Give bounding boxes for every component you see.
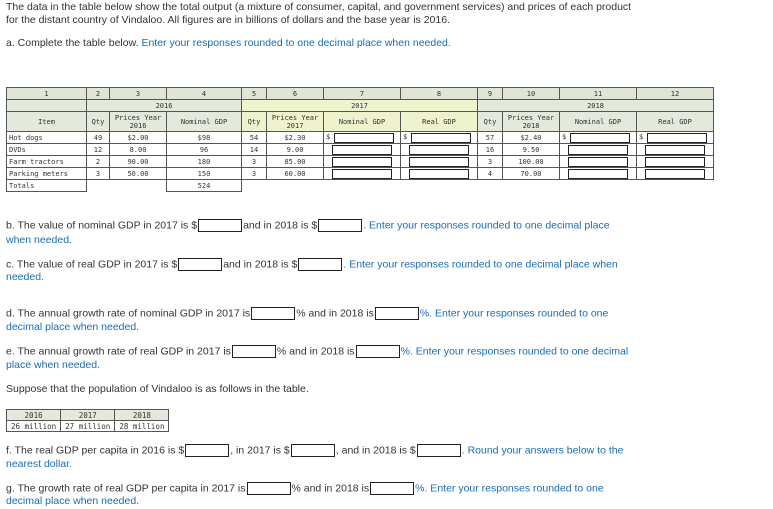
question-g-text: g. The growth rate of real GDP per capita in 2017 is	[6, 482, 246, 495]
col-number: 9	[478, 88, 503, 100]
real-gdp-2017-input[interactable]	[409, 145, 469, 155]
col-number: 10	[503, 88, 560, 100]
real-gdp-2018-input[interactable]	[645, 145, 705, 155]
intro-line-2: for the distant country of Vindaloo. All figures are in billions of dollars and the base year is 2016.	[6, 13, 450, 26]
item-name: Farm tractors	[7, 156, 87, 168]
real-gdp-2018-input[interactable]	[645, 157, 705, 167]
question-f-text-2: , in 2017 is $	[230, 444, 290, 457]
nominal-gdp-2018-answer-input[interactable]	[318, 219, 362, 232]
nominal-gdp-2016: 96	[167, 144, 242, 156]
qty-2017: 54	[242, 132, 267, 144]
year-header-2017: 2017	[242, 100, 478, 112]
nominal-gdp-2018-cell	[560, 168, 637, 180]
nominal-gdp-2018-input[interactable]	[568, 157, 628, 167]
qty-2018: 16	[478, 144, 503, 156]
question-b-instruction-cont: when needed.	[6, 234, 72, 246]
table-row	[7, 132, 714, 144]
col-number: 6	[267, 88, 324, 100]
pop-value: 28 million	[115, 421, 169, 432]
nominal-gdp-2017-cell	[324, 156, 401, 168]
qty-2018: 3	[478, 156, 503, 168]
nominal-gdp-2017-input[interactable]	[332, 157, 392, 167]
totals-label: Totals	[7, 180, 87, 192]
pop-year: 2018	[115, 410, 169, 421]
real-gdp-2018-input[interactable]	[645, 169, 705, 179]
question-c-text: c. The value of real GDP in 2017 is $	[6, 258, 178, 271]
nominal-gdp-2016: 150	[167, 168, 242, 180]
question-f-text-3: , and in 2018 is $	[335, 444, 416, 457]
real-gdp-2017-cell	[401, 132, 478, 144]
question-d-text-2: % and in 2018 is	[296, 307, 374, 320]
price-2016: 50.00	[110, 168, 167, 180]
question-d-instruction: %. Enter your responses rounded to one	[419, 307, 609, 320]
header-qty: Qty	[87, 112, 110, 132]
question-e-text: e. The annual growth rate of real GDP in 2017 is	[6, 345, 231, 358]
population-year-row	[7, 410, 169, 421]
question-g-instruction: %. Enter your responses rounded to one	[415, 482, 604, 495]
nominal-gdp-2017-cell	[324, 168, 401, 180]
qty-2016: 3	[87, 168, 110, 180]
header-real-gdp-2018: Real GDP	[637, 112, 714, 132]
header-prices-2016: Prices Year 2016	[110, 112, 167, 132]
header-prices-2017: Prices Year 2017	[267, 112, 324, 132]
header-nominal-gdp-2017: Nominal GDP	[324, 112, 401, 132]
qty-2018: 57	[478, 132, 503, 144]
pop-year: 2017	[61, 410, 115, 421]
item-name: Parking meters	[7, 168, 87, 180]
qty-2017: 3	[242, 168, 267, 180]
col-number: 12	[637, 88, 714, 100]
question-b-text: b. The value of nominal GDP in 2017 is $	[6, 219, 198, 232]
nominal-gdp-2017-cell	[324, 132, 401, 144]
question-e-instruction: %. Enter your responses rounded to one decimal	[400, 345, 629, 358]
dollar-sign: $	[403, 132, 408, 141]
question-g-instruction-cont: decimal place when needed.	[6, 495, 140, 507]
header-prices-2018: Prices Year 2018	[503, 112, 560, 132]
question-e-instruction-cont: place when needed.	[6, 359, 100, 371]
table-row	[7, 156, 714, 168]
nominal-gdp-2018-cell	[560, 144, 637, 156]
dollar-sign: $	[562, 132, 567, 141]
price-2016: 90.00	[110, 156, 167, 168]
price-2018: 100.00	[503, 156, 560, 168]
real-gdp-2017-cell	[401, 156, 478, 168]
table-row	[7, 144, 714, 156]
real-gdp-2018-answer-input[interactable]	[298, 258, 342, 271]
question-f	[6, 444, 623, 457]
qty-2017: 14	[242, 144, 267, 156]
col-number: 8	[401, 88, 478, 100]
population-table	[6, 409, 169, 432]
real-gdp-2017-input[interactable]	[409, 157, 469, 167]
question-d-text: d. The annual growth rate of nominal GDP in 2017 is	[6, 307, 251, 320]
gdp-per-capita-2017-input[interactable]	[291, 444, 335, 457]
part-a-instruction: Enter your responses rounded to one decimal place when needed.	[141, 37, 451, 49]
population-intro: Suppose that the population of Vindaloo is as follows in the table.	[6, 383, 309, 395]
nominal-growth-2017-input[interactable]	[251, 307, 295, 320]
pop-value: 26 million	[7, 421, 61, 432]
price-2016: 8.00	[110, 144, 167, 156]
item-name: Hot dogs	[7, 132, 87, 144]
intro	[6, 1, 706, 26]
real-gdp-2018-cell	[637, 144, 714, 156]
price-2018: $2.40	[503, 132, 560, 144]
year-header-row	[7, 100, 714, 112]
nominal-gdp-2016: $98	[167, 132, 242, 144]
col-number: 7	[324, 88, 401, 100]
nominal-growth-2018-input[interactable]	[375, 307, 419, 320]
real-gdp-2018-cell	[637, 168, 714, 180]
question-f-text: f. The real GDP per capita in 2016 is $	[6, 444, 185, 457]
header-qty: Qty	[478, 112, 503, 132]
dollar-sign: $	[326, 132, 331, 141]
nominal-gdp-2017-cell	[324, 144, 401, 156]
question-b	[6, 219, 610, 232]
question-c-instruction: . Enter your responses rounded to one decimal place when	[343, 258, 618, 271]
question-e	[6, 345, 628, 358]
question-d	[6, 307, 608, 320]
year-header-2018: 2018	[478, 100, 714, 112]
nominal-gdp-2018-input[interactable]	[568, 145, 628, 155]
qty-2016: 12	[87, 144, 110, 156]
real-gdp-2017-cell	[401, 168, 478, 180]
real-growth-2017-input[interactable]	[232, 345, 276, 358]
question-c-text-2: and in 2018 is $	[223, 258, 298, 271]
qty-2018: 4	[478, 168, 503, 180]
real-gdp-2017-input[interactable]	[411, 133, 471, 143]
nominal-gdp-2018-cell	[560, 132, 637, 144]
question-f-instruction-cont: nearest dollar.	[6, 458, 72, 470]
table-row	[7, 168, 714, 180]
nominal-gdp-2016: 180	[167, 156, 242, 168]
price-2017: 9.00	[267, 144, 324, 156]
totals-nominal-gdp-2016: 524	[167, 180, 242, 192]
question-c	[6, 258, 618, 271]
question-e-text-2: % and in 2018 is	[276, 345, 355, 358]
pop-value: 27 million	[61, 421, 115, 432]
price-2017: 85.00	[267, 156, 324, 168]
nominal-gdp-2017-input[interactable]	[332, 169, 392, 179]
col-number: 11	[560, 88, 637, 100]
question-b-text-2: and in 2018 is $	[243, 219, 318, 232]
nominal-gdp-2017-input[interactable]	[334, 133, 394, 143]
header-item: Item	[7, 112, 87, 132]
header-real-gdp-2017: Real GDP	[401, 112, 478, 132]
empty-cell	[7, 100, 87, 112]
gdp-per-capita-2016-input[interactable]	[185, 444, 229, 457]
totals-row	[7, 180, 714, 192]
nominal-gdp-2017-input[interactable]	[332, 145, 392, 155]
real-gdp-2018-cell	[637, 132, 714, 144]
gdp-table	[6, 87, 714, 192]
qty-2017: 3	[242, 156, 267, 168]
qty-2016: 49	[87, 132, 110, 144]
year-header-2016: 2016	[87, 100, 242, 112]
real-gdp-2018-input[interactable]	[647, 133, 707, 143]
col-number: 3	[110, 88, 167, 100]
nominal-gdp-2018-input[interactable]	[570, 133, 630, 143]
question-g-text-2: % and in 2018 is	[291, 482, 370, 495]
question-b-instruction: . Enter your responses rounded to one decimal place	[363, 219, 610, 232]
header-nominal-gdp-2016: Nominal GDP	[167, 112, 242, 132]
dollar-sign: $	[639, 132, 644, 141]
col-number: 4	[167, 88, 242, 100]
empty-cell	[110, 180, 167, 192]
price-2017: $2.30	[267, 132, 324, 144]
nominal-gdp-2018-input[interactable]	[568, 169, 628, 179]
column-header-row	[7, 112, 714, 132]
empty-cell	[242, 180, 714, 192]
pop-year: 2016	[7, 410, 61, 421]
per-capita-growth-2017-input[interactable]	[247, 482, 291, 495]
gdp-per-capita-2018-input[interactable]	[417, 444, 461, 457]
question-d-instruction-cont: decimal place when needed.	[6, 321, 140, 333]
nominal-gdp-2018-cell	[560, 156, 637, 168]
col-number: 1	[7, 88, 87, 100]
empty-cell	[87, 180, 110, 192]
price-2017: 60.00	[267, 168, 324, 180]
real-growth-2018-input[interactable]	[356, 345, 400, 358]
part-a-label: a. Complete the table below.	[6, 37, 139, 49]
population-value-row	[7, 421, 169, 432]
price-2018: 70.00	[503, 168, 560, 180]
header-qty: Qty	[242, 112, 267, 132]
per-capita-growth-2018-input[interactable]	[370, 482, 414, 495]
real-gdp-2017-input[interactable]	[409, 169, 469, 179]
real-gdp-2017-cell	[401, 144, 478, 156]
column-number-row	[7, 88, 714, 100]
item-name: DVDs	[7, 144, 87, 156]
price-2018: 9.50	[503, 144, 560, 156]
intro-line-1: The data in the table below show the total output (a mixture of consumer, capital, and government services) and prices of each product	[6, 1, 632, 13]
question-f-instruction: . Round your answers below to the	[461, 444, 624, 457]
nominal-gdp-2017-answer-input[interactable]	[198, 219, 242, 232]
qty-2016: 2	[87, 156, 110, 168]
part-a-prompt	[6, 37, 451, 49]
price-2016: $2.00	[110, 132, 167, 144]
col-number: 5	[242, 88, 267, 100]
header-nominal-gdp-2018: Nominal GDP	[560, 112, 637, 132]
real-gdp-2017-answer-input[interactable]	[178, 258, 222, 271]
question-g	[6, 482, 604, 495]
col-number: 2	[87, 88, 110, 100]
real-gdp-2018-cell	[637, 156, 714, 168]
question-c-instruction-cont: needed.	[6, 271, 44, 283]
